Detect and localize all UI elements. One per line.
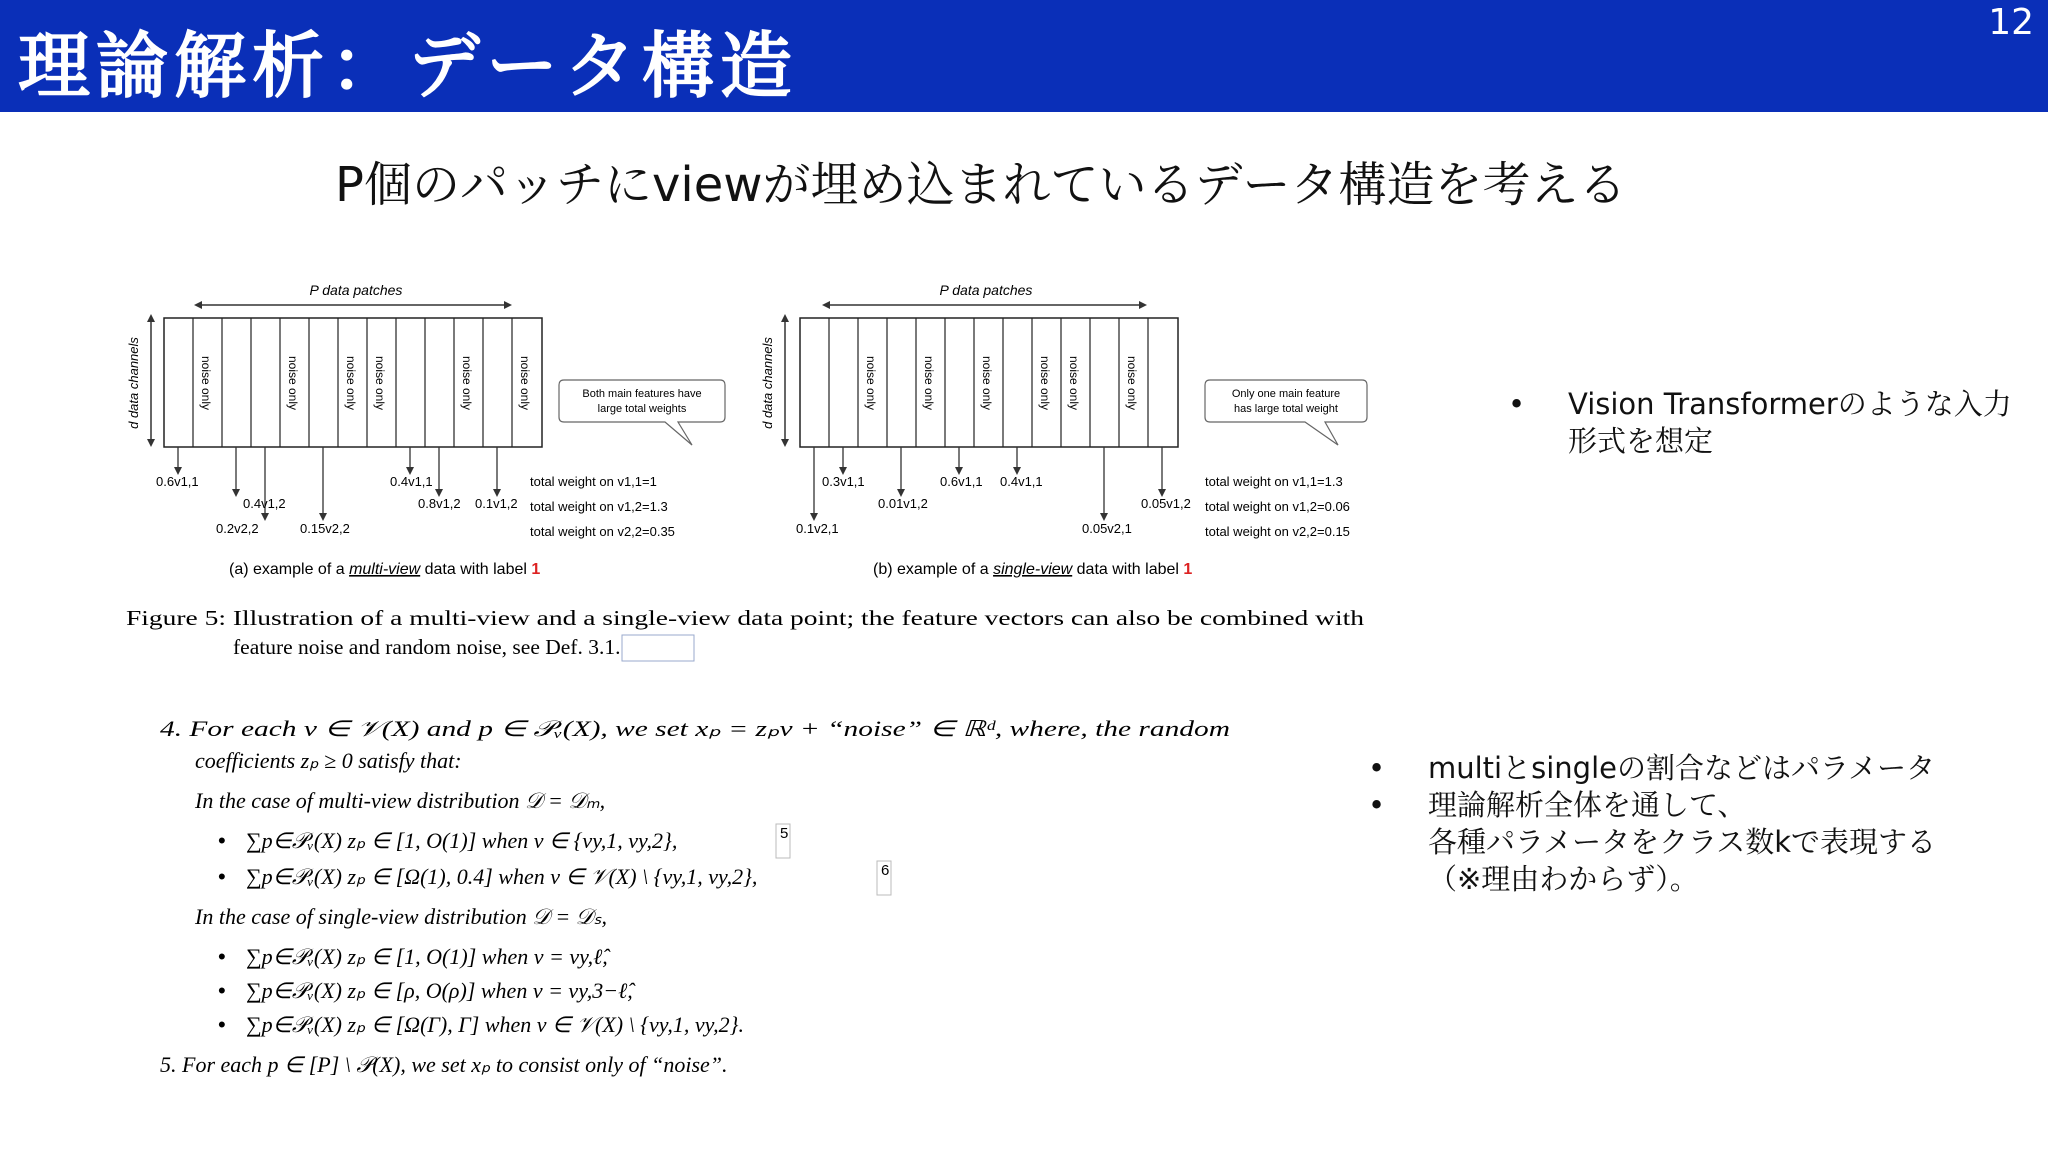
svg-text:noise only: noise only xyxy=(1038,355,1052,411)
svg-text:0.15v2,2: 0.15v2,2 xyxy=(300,521,350,536)
footnote-5: 5 xyxy=(780,825,789,842)
item-4-line1: 4. For each v ∈ 𝒱(X) and p ∈ 𝒫ᵥ(X), we set xₚ = zₚv + “noise” ∈ ℝᵈ, where, the random xyxy=(160,716,1230,741)
svg-text:noise only: noise only xyxy=(1125,355,1139,411)
svg-text:0.3v1,1: 0.3v1,1 xyxy=(822,474,865,489)
svg-text:0.01v1,2: 0.01v1,2 xyxy=(878,496,928,511)
note-item: • 理論解析全体を通して、 各種パラメータをクラス数kで表現する （※理由わからず）。 xyxy=(1368,787,2008,898)
noise-labels xyxy=(864,356,1139,410)
panel-a xyxy=(126,282,725,578)
callout-b xyxy=(1205,380,1367,445)
svg-text:noise only: noise only xyxy=(199,355,213,411)
svg-text:0.1v1,2: 0.1v1,2 xyxy=(475,496,518,511)
svg-text:noise only: noise only xyxy=(518,355,532,411)
bullet-dot: • xyxy=(218,1012,226,1037)
multi-view-condition-1: ∑p∈𝒫ᵥ(X) zₚ ∈ [1, O(1)] when v ∈ {vy,1, vy,2}, xyxy=(246,828,678,853)
svg-text:total weight on v1,2=0.06: total weight on v1,2=0.06 xyxy=(1205,499,1350,514)
svg-text:Figure 5: Illustration of a mu: Figure 5: Illustration of a multi-view and a single-view data point; the feature vectors can also be combined with xyxy=(126,606,1365,630)
svg-text:0.2v2,2: 0.2v2,2 xyxy=(216,521,259,536)
svg-text:noise only: noise only xyxy=(460,355,474,411)
definition-block xyxy=(150,700,1270,1100)
weight-arrows xyxy=(814,447,1162,519)
note-item: • multiとsingleの割合などはパラメータ xyxy=(1368,750,2008,787)
single-view-condition-2: ∑p∈𝒫ᵥ(X) zₚ ∈ [ρ, O(ρ)] when v = vy,3−ℓ̂, xyxy=(246,978,633,1003)
page-number: 12 xyxy=(1988,2,2034,43)
svg-text:noise only: noise only xyxy=(980,355,994,411)
svg-text:Only one main feature: Only one main feature xyxy=(1231,388,1341,400)
slide-title: 理論解析：データ構造 xyxy=(18,24,799,108)
svg-text:large total weights: large total weights xyxy=(597,403,687,415)
svg-text:0.05v1,2: 0.05v1,2 xyxy=(1141,496,1191,511)
svg-text:noise only: noise only xyxy=(286,355,300,411)
caption-b: (b) example of a single-view data with label 1 xyxy=(873,561,1193,578)
svg-text:feature noise and random noise: feature noise and random noise, see Def. 3.1. xyxy=(233,635,621,659)
weight-annotations xyxy=(796,474,1191,536)
svg-text:0.05v2,1: 0.05v2,1 xyxy=(1082,521,1132,536)
multi-view-condition-2: ∑p∈𝒫ᵥ(X) zₚ ∈ [Ω(1), 0.4] when v ∈ 𝒱(X) \ {vy,1, vy,2}, xyxy=(246,864,758,889)
svg-text:total weight on v1,2=1.3: total weight on v1,2=1.3 xyxy=(530,499,668,514)
slide-subtitle: P個のパッチにviewが埋め込まれているデータ構造を考える xyxy=(335,157,1627,213)
caption-a: (a) example of a multi-view data with label 1 xyxy=(229,561,541,578)
totals-b xyxy=(1205,474,1350,539)
svg-text:0.6v1,1: 0.6v1,1 xyxy=(940,474,983,489)
weight-annotations xyxy=(156,474,518,536)
patches-label: P data patches xyxy=(309,282,403,298)
title-bar xyxy=(0,0,2048,112)
svg-text:0.4v1,1: 0.4v1,1 xyxy=(390,474,433,489)
bullet-dot: • xyxy=(218,944,226,969)
single-view-condition-3: ∑p∈𝒫ᵥ(X) zₚ ∈ [Ω(Γ), Γ] when v ∈ 𝒱(X) \ {vy,1, vy,2}. xyxy=(246,1012,744,1037)
figure-5 xyxy=(110,265,1390,665)
svg-text:0.6v1,1: 0.6v1,1 xyxy=(156,474,199,489)
bullet-dot: • xyxy=(218,828,226,853)
single-view-heading: In the case of single-view distribution 𝒟 = 𝒟ₛ, xyxy=(195,904,607,929)
svg-text:noise only: noise only xyxy=(922,355,936,411)
patches-label: P data patches xyxy=(939,282,1033,298)
bullet-dot: • xyxy=(218,864,226,889)
svg-text:0.4v1,1: 0.4v1,1 xyxy=(1000,474,1043,489)
svg-text:noise only: noise only xyxy=(344,355,358,411)
footnote-6: 6 xyxy=(881,862,890,879)
svg-text:0.8v1,2: 0.8v1,2 xyxy=(418,496,461,511)
totals-a xyxy=(530,474,675,539)
svg-text:total weight on v1,1=1: total weight on v1,1=1 xyxy=(530,474,657,489)
noise-labels xyxy=(199,356,532,410)
notes-params xyxy=(1368,750,2008,898)
multi-view-heading: In the case of multi-view distribution 𝒟 = 𝒟ₘ, xyxy=(195,788,606,813)
single-view-condition-1: ∑p∈𝒫ᵥ(X) zₚ ∈ [1, O(1)] when v = vy,ℓ̂, xyxy=(246,944,608,969)
svg-text:0.1v2,1: 0.1v2,1 xyxy=(796,521,839,536)
svg-text:total weight on v2,2=0.35: total weight on v2,2=0.35 xyxy=(530,524,675,539)
def-ref-link[interactable]: Def. 3.1 xyxy=(545,635,616,659)
channels-label: d data channels xyxy=(760,337,775,429)
svg-text:Both main features have: Both main features have xyxy=(582,388,702,400)
svg-text:total weight on v1,1=1.3: total weight on v1,1=1.3 xyxy=(1205,474,1343,489)
item-5: 5. For each p ∈ [P] \ 𝒫(X), we set xₚ to consist only of “noise”. xyxy=(160,1052,728,1077)
figure-caption xyxy=(126,606,1364,661)
panel-b xyxy=(760,282,1367,578)
svg-text:total weight on v2,2=0.15: total weight on v2,2=0.15 xyxy=(1205,524,1350,539)
svg-text:has large total weight: has large total weight xyxy=(1234,403,1338,415)
callout-a xyxy=(559,380,725,445)
bullet-dot: • xyxy=(218,978,226,1003)
def-ref-box xyxy=(622,635,694,661)
svg-text:noise only: noise only xyxy=(1067,355,1081,411)
notes-vit xyxy=(1508,386,2028,460)
svg-text:noise only: noise only xyxy=(864,355,878,411)
note-item: • Vision Transformerのような入力形式を想定 xyxy=(1508,386,2028,460)
channels-label: d data channels xyxy=(126,337,141,429)
svg-text:noise only: noise only xyxy=(373,355,387,411)
item-4-line2: coefficients zₚ ≥ 0 satisfy that: xyxy=(195,748,462,773)
svg-text:0.4v1,2: 0.4v1,2 xyxy=(243,496,286,511)
